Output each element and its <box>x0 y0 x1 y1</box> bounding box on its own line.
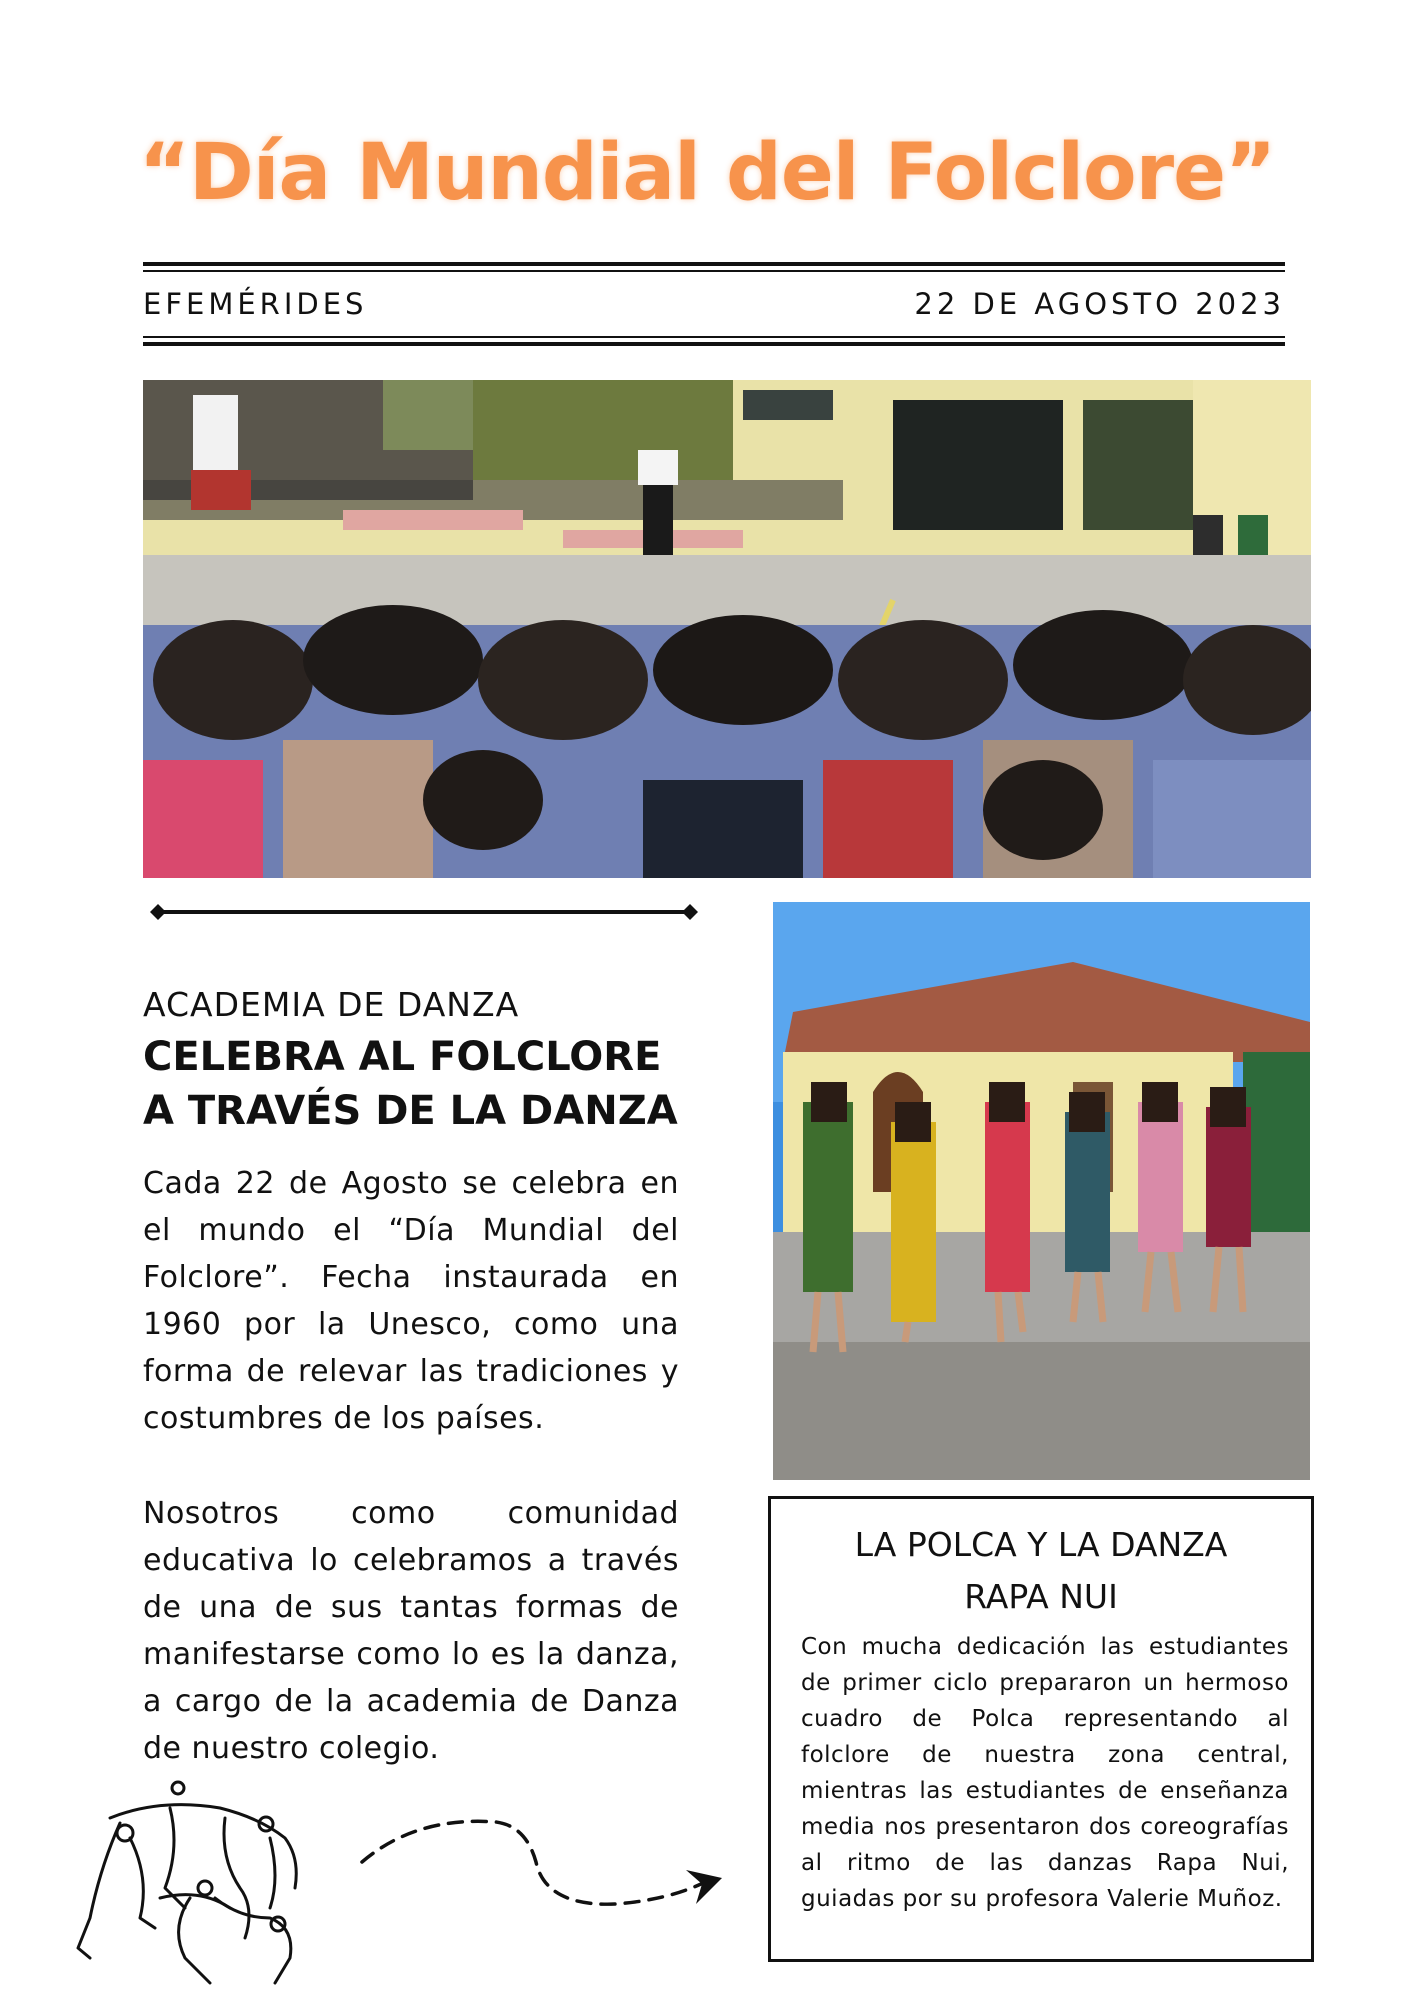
dashed-arrow-icon <box>356 1812 728 1922</box>
page-title: “Día Mundial del Folclore” <box>138 128 1276 218</box>
issue-date: 22 DE AGOSTO 2023 <box>914 287 1285 321</box>
article-headline <box>143 1030 703 1138</box>
article-paragraph-2: Nosotros como comunidad educativa lo celebramos a través de una de sus tantas formas de manifestarse como lo es la danza, a cargo de la academia de Danza de nuestro colegio. <box>143 1496 679 1766</box>
article-paragraph-1: Cada 22 de Agosto se celebra en el mundo el “Día Mundial del Folclore”. Fecha instaurada en 1960 por la Unesco, como una forma de relevar las tradiciones y costumbres de los países. <box>143 1166 679 1436</box>
header-rule-top-1 <box>143 262 1285 266</box>
header-rule-bottom-1 <box>143 336 1285 338</box>
section-label: EFEMÉRIDES <box>143 287 368 321</box>
ornamental-divider-icon <box>148 900 700 924</box>
article-subhead: ACADEMIA DE DANZA <box>143 985 520 1024</box>
headline-line-2: A TRAVÉS DE LA DANZA <box>143 1088 678 1134</box>
sidebar-title-line-2: RAPA NUI <box>964 1577 1118 1616</box>
header-rule-top-2 <box>143 270 1285 272</box>
header-rule-bottom-2 <box>143 342 1285 346</box>
dancing-figures-icon <box>70 1778 310 1988</box>
sidebar-text: Con mucha dedicación las estudiantes de primer ciclo prepararon un hermoso cuadro de Polca representando al folclore de nuestra zona central, mientras las estudiantes de enseñanza media nos presentaron dos coreografías al ritmo de las danzas Rapa Nui, guiadas por su profesora Valerie Muñoz. <box>801 1634 1289 1912</box>
schoolyard-students-photo <box>143 380 1311 878</box>
dancers-photo <box>773 902 1310 1480</box>
headline-line-1: CELEBRA AL FOLCLORE <box>143 1034 662 1080</box>
sidebar-title <box>771 1519 1311 1623</box>
sidebar-box <box>768 1496 1314 1962</box>
sidebar-title-line-1: LA POLCA Y LA DANZA <box>854 1525 1228 1564</box>
